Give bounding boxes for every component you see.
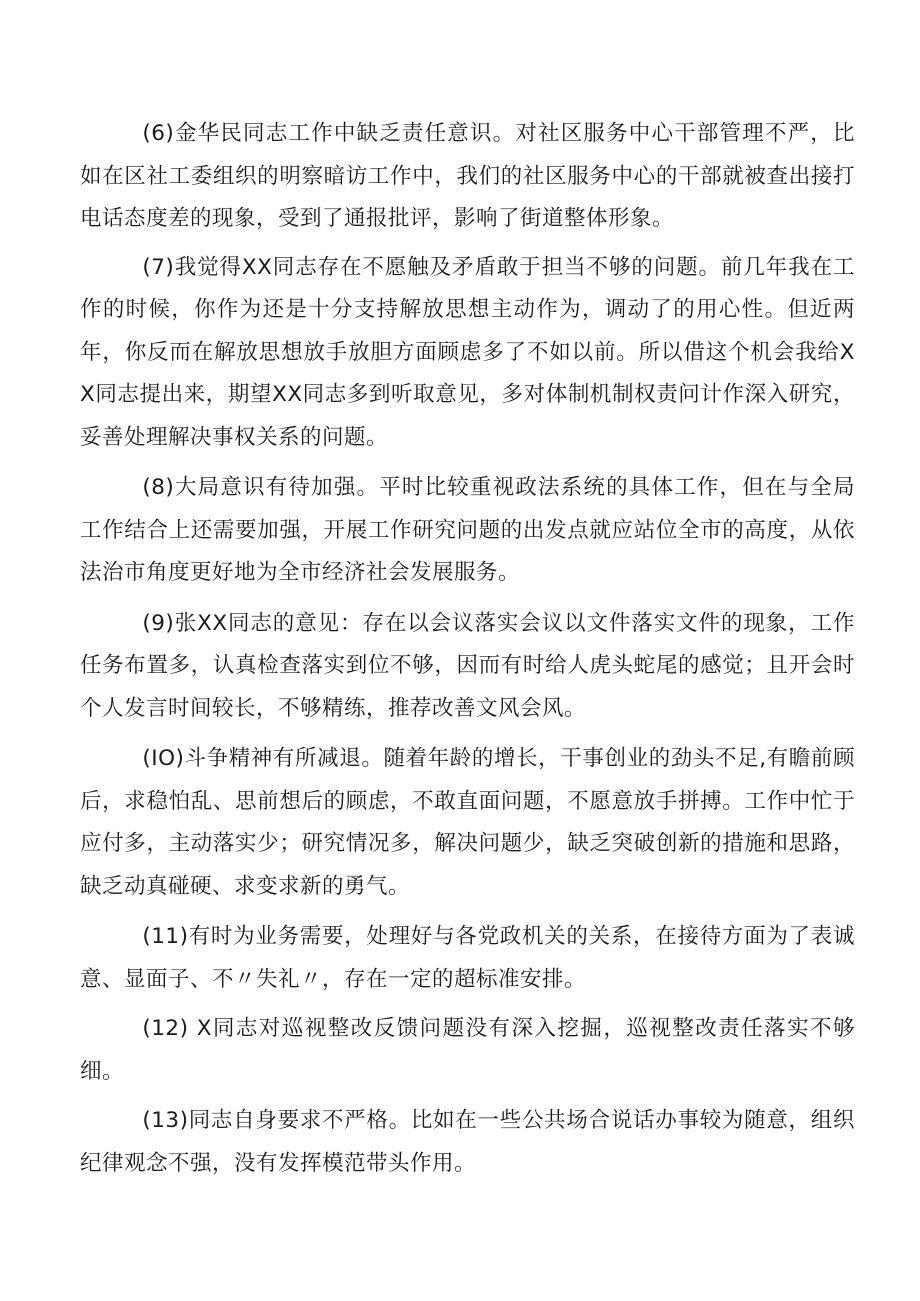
document-body bbox=[80, 113, 855, 1192]
paragraph-13: (13)同志自身要求不严格。比如在一些公共场合说话办事较为随意，组织纪律观念不强，没有发挥模范带头作用。 bbox=[80, 1108, 855, 1176]
paragraph-9: (9)张XX同志的意见：存在以会议落实会议以文件落实文件的现象，工作任务布置多，认真检查落实到位不够，因而有时给人虎头蛇尾的感觉；且开会时个人发言时间较长，不够精练，推荐改善文风会风。 bbox=[80, 610, 855, 721]
paragraph-7: (7)我觉得XX同志存在不愿触及矛盾敢于担当不够的问题。前几年我在工作的时候，你作为还是十分支持解放思想主动作为，调动了的用心性。但近两年，你反而在解放思想放手放胆方面顾虑多了不如以前。所以借这个机会我给XX同志提出来，期望XX同志多到听取意见，多对体制机制权责问计作深入研究，妥善处理解决事权关系的问题。 bbox=[80, 254, 855, 450]
paragraph-12: (12) X同志对巡视整改反馈问题没有深入挖掘，巡视整改责任落实不够细。 bbox=[80, 1016, 855, 1084]
paragraph-6: (6)金华民同志工作中缺乏责任意识。对社区服务中心干部管理不严，比如在区社工委组织的明察暗访工作中，我们的社区服务中心的干部就被查出接打电话态度差的现象，受到了通报批评，影响了街道整体形象。 bbox=[80, 121, 855, 231]
paragraph-11: (11)有时为业务需要，处理好与各党政机关的关系，在接待方面为了表诚意、显面子、不〃失礼〃，存在一定的超标准安排。 bbox=[80, 924, 855, 992]
paragraph-8: (8)大局意识有待加强。平时比较重视政法系统的具体工作，但在与全局工作结合上还需要加强，开展工作研究问题的出发点就应站位全市的高度，从依法治市角度更好地为全市经济社会发展服务。 bbox=[80, 475, 855, 585]
paragraph-10: (IO)斗争精神有所减退。随着年龄的增长，干事创业的劲头不足,有瞻前顾后，求稳怕乱、思前想后的顾虑，不敢直面问题，不愿意放手拼搏。工作中忙于应付多，主动落实少；研究情况多，解决问题少，缺乏突破创新的措施和思路，缺乏动真碰硬、求变求新的勇气。 bbox=[80, 746, 855, 899]
